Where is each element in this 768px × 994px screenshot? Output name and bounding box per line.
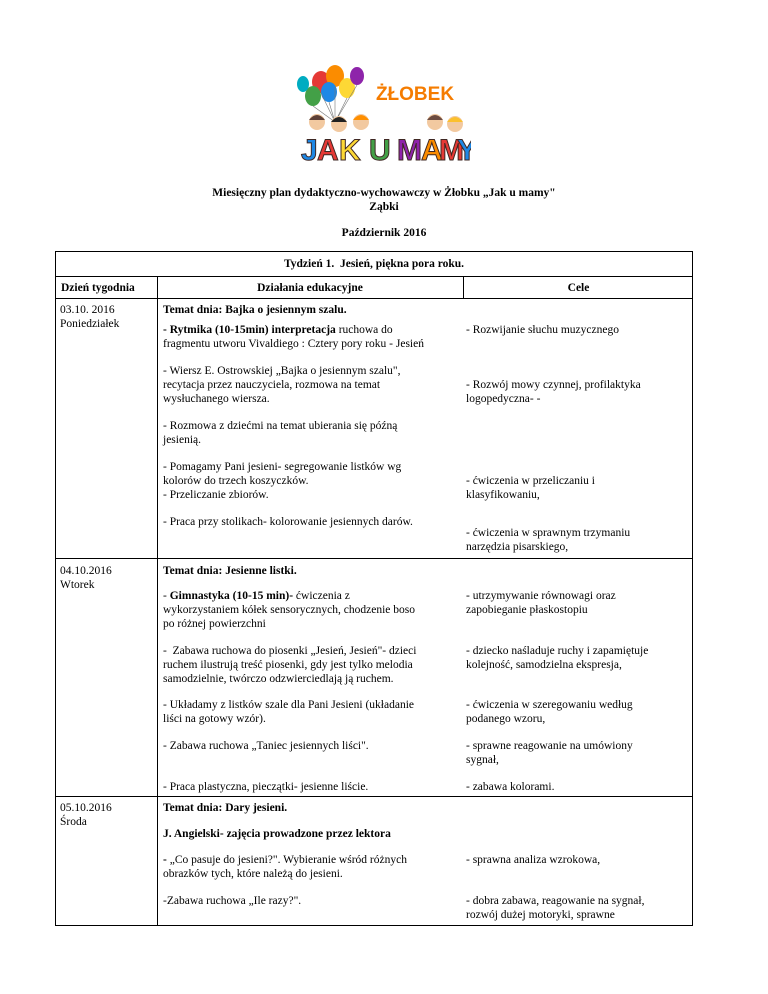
day-topic: Temat dnia: Jesienne listki. xyxy=(163,565,297,577)
day-weekday: Środa xyxy=(60,816,87,828)
week-title: Tydzień 1. Jesień, piękna pora roku. xyxy=(283,258,465,270)
activity-item: - Zabawa ruchowa „Taniec jesiennych liści". xyxy=(163,740,369,752)
svg-text:K: K xyxy=(339,134,361,166)
activity-item: - Pomagamy Pani jesieni- segregowanie listków wg kolorów do trzech koszyczków. - Przeliczanie zbiorów. xyxy=(163,461,402,501)
col-header-activities: Działania edukacyjne xyxy=(257,282,363,294)
activity-item: - Rozmowa z dziećmi na temat ubierania się późną jesienią. xyxy=(163,420,398,446)
day-weekday: Poniedziałek xyxy=(60,318,120,330)
goal-item: - sprawna analiza wzrokowa, xyxy=(466,854,601,866)
activity-item: -Zabawa ruchowa „Ile razy?". xyxy=(163,895,302,907)
nursery-logo xyxy=(295,62,471,166)
activity-item: - Zabawa ruchowa do piosenki „Jesień, Jesień"- dzieci ruchem ilustrują treść piosenki, gdy jest tylko melodia samodzielnie, twórczo odzwierciedlają ją ruchem. xyxy=(163,645,417,685)
plan-title: Miesięczny plan dydaktyczno-wychowawczy w Żłobku „Jak u mamy" xyxy=(212,187,556,199)
col-header-day: Dzień tygodnia xyxy=(61,282,135,294)
svg-text:U: U xyxy=(369,134,391,166)
plan-location: Ząbki xyxy=(369,201,399,213)
day-topic: Temat dnia: Bajka o jesiennym szalu. xyxy=(163,304,347,316)
goal-item: - Rozwijanie słuchu muzycznego xyxy=(466,324,619,336)
goal-item: - ćwiczenia w przeliczaniu i klasyfikowaniu, xyxy=(466,475,595,501)
day-subtopic: J. Angielski- zajęcia prowadzone przez lektora xyxy=(163,828,391,840)
col-header-goals: Cele xyxy=(567,282,590,294)
svg-text:A: A xyxy=(421,134,443,166)
goal-item: - ćwiczenia w sprawnym trzymaniu narzędzia pisarskiego, xyxy=(466,527,631,553)
svg-text:M: M xyxy=(439,134,464,166)
goal-item: - ćwiczenia w szeregowaniu według podanego wzoru, xyxy=(466,699,633,725)
svg-text:M: M xyxy=(397,134,422,166)
goal-item: - zabawa kolorami. xyxy=(466,781,555,793)
svg-text:ŻŁOBEK: ŻŁOBEK xyxy=(375,84,455,105)
goal-item: - utrzymywanie równowagi oraz zapobieganie płaskostopiu xyxy=(466,590,616,616)
children-icon xyxy=(309,114,463,132)
plan-month: Październik 2016 xyxy=(341,227,427,239)
day-date: 04.10.2016 xyxy=(60,565,112,577)
goal-item: - Rozwój mowy czynnej, profilaktyka logopedyczna- - xyxy=(466,379,641,405)
svg-text:J: J xyxy=(301,134,318,166)
goal-item: - dobra zabawa, reagowanie na sygnał, rozwój dużej motoryki, sprawne xyxy=(466,895,645,921)
balloons-icon xyxy=(297,65,364,122)
activity-item: - Rytmika (10-15min) interpretacja ruchowa do fragmentu utworu Vivaldiego : Cztery pory roku - Jesień xyxy=(163,324,424,350)
logo-graphic xyxy=(295,62,471,166)
day-date: 05.10.2016 xyxy=(60,802,112,814)
activity-item: - „Co pasuje do jesieni?". Wybieranie wśród różnych obrazków tych, które należą do jesieni. xyxy=(163,854,407,880)
svg-text:Y: Y xyxy=(457,134,471,166)
activity-item: - Gimnastyka (10-15 min)- ćwiczenia z wykorzystaniem kółek sensorycznych, chodzenie boso po różnej powierzchni xyxy=(163,590,415,630)
svg-text:A: A xyxy=(317,134,339,166)
activity-item: - Wiersz E. Ostrowskiej „Bajka o jesiennym szalu", recytacja przez nauczyciela, rozmowa na temat wysłuchanego wiersza. xyxy=(163,365,401,405)
activity-item: - Praca plastyczna, pieczątki- jesienne liście. xyxy=(163,781,369,793)
day-topic: Temat dnia: Dary jesieni. xyxy=(163,802,288,814)
activity-item: - Praca przy stolikach- kolorowanie jesiennych darów. xyxy=(163,516,413,528)
activity-item: - Układamy z listków szale dla Pani Jesieni (układanie liści na gotowy wzór). xyxy=(163,699,415,725)
goal-item: - sprawne reagowanie na umówiony sygnał, xyxy=(466,740,633,766)
plan-table xyxy=(55,251,693,926)
goal-item: - dziecko naśladuje ruchy i zapamiętuje kolejność, samodzielna ekspresja, xyxy=(466,645,649,671)
day-date: 03.10. 2016 xyxy=(60,304,115,316)
day-weekday: Wtorek xyxy=(60,579,95,591)
